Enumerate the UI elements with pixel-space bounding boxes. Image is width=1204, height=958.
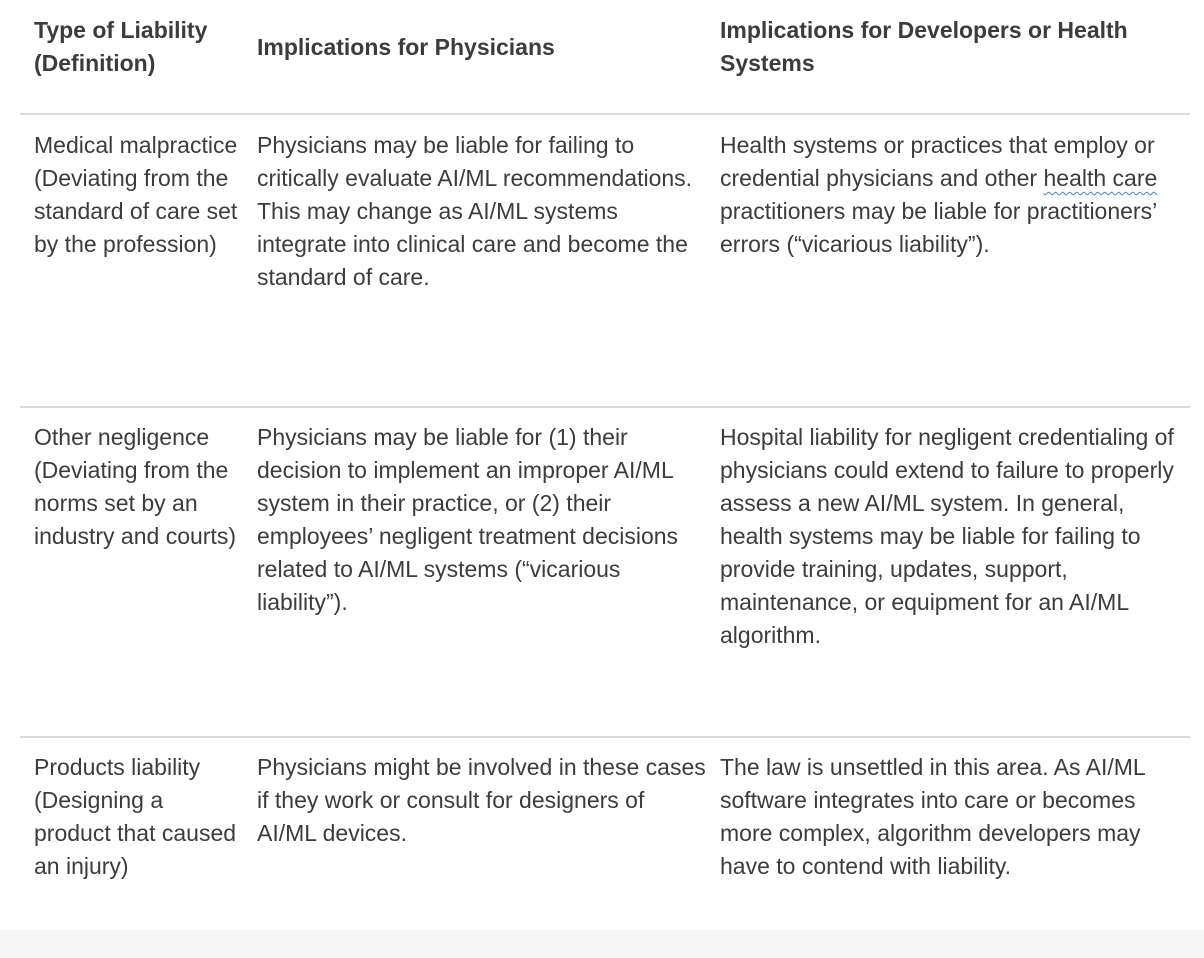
row-1-physician-implications: Physicians may be liable for failing to critically evaluate AI/ML recommendations. This may change as AI/ML systems integrate into clinical care and become the standard of care. [257,132,693,290]
row-3-physician-implications: Physicians might be involved in these cases if they work or consult for designers of AI/ML devices. [257,754,706,846]
row-divider [20,113,1190,115]
row-1-liability-type: Medical malpractice (Deviating from the standard of care set by the profession) [34,132,238,257]
spellcheck-squiggle-text: health care [1043,165,1158,191]
row-1-developer-implications [720,129,1180,261]
row-divider [20,736,1190,738]
row-3-developer-implications: The law is unsettled in this area. As AI/ML software integrates into care or becomes more complex, algorithm developers may have to contend with liability. [720,754,1145,879]
row-2-physician-implications: Physicians may be liable for (1) their decision to implement an improper AI/ML system in their practice, or (2) their employees’ negligent treatment decisions related to AI/ML systems (“vicarious liability”). [257,424,679,615]
row-2-developer-implications: Hospital liability for negligent credentialing of physicians could extend to failure to properly assess a new AI/ML system. In general, health systems may be liable for failing to provide training, updates, support, maintenance, or equipment for an AI/ML algorithm. [720,424,1174,648]
row-1-developer-text-start: Health systems or practices that employ or credential physicians and other [720,132,1155,191]
header-implications-developers: Implications for Developers or Health Systems [720,17,1128,76]
header-implications-physicians: Implications for Physicians [257,34,555,60]
page-bottom-band [0,930,1204,958]
row-3-liability-type: Products liability (Designing a product that caused an injury) [34,754,237,879]
row-divider [20,406,1190,408]
row-1-developer-text-end: practitioners may be liable for practitioners’ errors (“vicarious liability”). [720,198,1157,257]
header-type-of-liability: Type of Liability (Definition) [34,17,208,76]
row-2-liability-type: Other negligence (Deviating from the norms set by an industry and courts) [34,424,236,549]
